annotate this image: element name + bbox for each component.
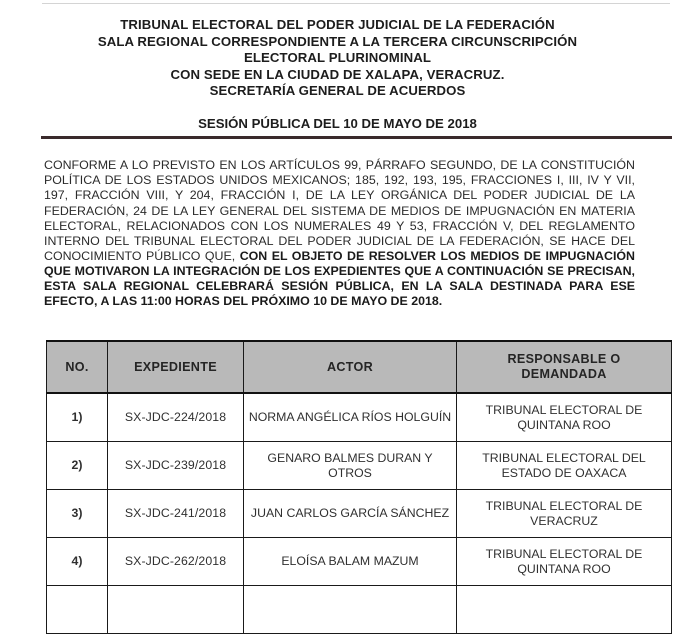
- document-header: [0, 0, 675, 132]
- column-header-responsable: [457, 341, 672, 393]
- cell-responsable: TRIBUNAL ELECTORAL DEL ESTADO DE OAXACA: [457, 442, 672, 490]
- header-line-3: ELECTORAL PLURINOMINAL: [243, 50, 432, 66]
- cell-actor: [244, 586, 457, 634]
- table-row: [47, 538, 672, 586]
- cell-no: [47, 586, 108, 634]
- cell-actor: NORMA ANGÉLICA RÍOS HOLGUÍN: [244, 393, 457, 442]
- column-header-actor: ACTOR: [244, 341, 457, 393]
- cell-actor: ELOÍSA BALAM MAZUM: [244, 538, 457, 586]
- column-header-responsable-line2: DEMANDADA: [521, 367, 607, 381]
- expedientes-table-container: [46, 340, 671, 634]
- header-line-1: TRIBUNAL ELECTORAL DEL PODER JUDICIAL DE LA FEDERACIÓN: [120, 17, 555, 32]
- column-header-no: NO.: [47, 341, 108, 393]
- cell-expediente: SX-JDC-224/2018: [108, 393, 244, 442]
- paragraph-bold-text: CON EL OBJETO DE RESOLVER LOS MEDIOS DE IMPUGNACIÓN QUE MOTIVARON LA INTEGRACIÓN DE LOS EXPEDIENTES QUE A CONTINUACIÓN SE PRECISAN, ESTA SALA REGIONAL CELEBRARÁ SESIÓN PÚBLICA, EN LA SALA DESTINADA PARA ESE EFECTO, A LAS 11:00 HORAS DEL PRÓXIMO 10 DE MAYO DE 2018.: [44, 248, 635, 308]
- paragraph-normal-text: CONFORME A LO PREVISTO EN LOS ARTÍCULOS 99, PÁRRAFO SEGUNDO, DE LA CONSTITUCIÓN POLÍTICA DE LOS ESTADOS UNIDOS MEXICANOS; 185, 192, 193, 195, FRACCIONES I, III, IV Y VII, 197, FRACCIÓN VIII, Y 204, FRACCIÓN I, DE LA LEY ORGÁNICA DEL PODER JUDICIAL DE LA FEDERACIÓN, 24 DE LA LEY GENERAL DEL SISTEMA DE MEDIOS DE IMPUGNACIÓN EN MATERIA ELECTORAL, RELACIONADOS CON LOS NUMERALES 49 Y 53, FRACCIÓN V, DEL REGLAMENTO INTERNO DEL TRIBUNAL ELECTORAL DEL PODER JUDICIAL DE LA FEDERACIÓN, SE HACE DEL CONOCIMIENTO PÚBLICO QUE,: [44, 158, 635, 263]
- table-row: [47, 490, 672, 538]
- legal-basis-paragraph: [44, 158, 635, 308]
- cell-responsable: TRIBUNAL ELECTORAL DE VERACRUZ: [457, 490, 672, 538]
- header-divider-rule: [41, 136, 672, 139]
- page-top-rule: [42, 3, 670, 4]
- cell-responsable: TRIBUNAL ELECTORAL DE QUINTANA ROO: [457, 393, 672, 442]
- column-header-responsable-line1: RESPONSABLE O: [507, 352, 621, 366]
- cell-expediente: SX-JDC-241/2018: [108, 490, 244, 538]
- cell-expediente: SX-JDC-262/2018: [108, 538, 244, 586]
- cell-no: 1): [47, 393, 108, 442]
- header-line-4: CON SEDE EN LA CIUDAD DE XALAPA, VERACRUZ.: [170, 66, 505, 82]
- cell-no: 2): [47, 442, 108, 490]
- table-header-row: [47, 341, 672, 393]
- cell-no: 3): [47, 490, 108, 538]
- cell-actor: GENARO BALMES DURAN Y OTROS: [244, 442, 457, 490]
- cell-actor: JUAN CARLOS GARCÍA SÁNCHEZ: [244, 490, 457, 538]
- cell-expediente: [108, 586, 244, 634]
- cell-responsable: TRIBUNAL ELECTORAL DE QUINTANA ROO: [457, 538, 672, 586]
- table-row: [47, 393, 672, 442]
- table-row: [47, 586, 672, 634]
- session-date-line: SESIÓN PÚBLICA DEL 10 DE MAYO DE 2018: [198, 115, 477, 131]
- cell-responsable: [457, 586, 672, 634]
- cell-no: 4): [47, 538, 108, 586]
- expedientes-table: [46, 340, 672, 634]
- column-header-expediente: EXPEDIENTE: [108, 341, 244, 393]
- header-line-2: SALA REGIONAL CORRESPONDIENTE A LA TERCERA CIRCUNSCRIPCIÓN: [97, 33, 578, 49]
- table-row: [47, 442, 672, 490]
- header-line-5: SECRETARÍA GENERAL DE ACUERDOS: [209, 83, 466, 99]
- cell-expediente: SX-JDC-239/2018: [108, 442, 244, 490]
